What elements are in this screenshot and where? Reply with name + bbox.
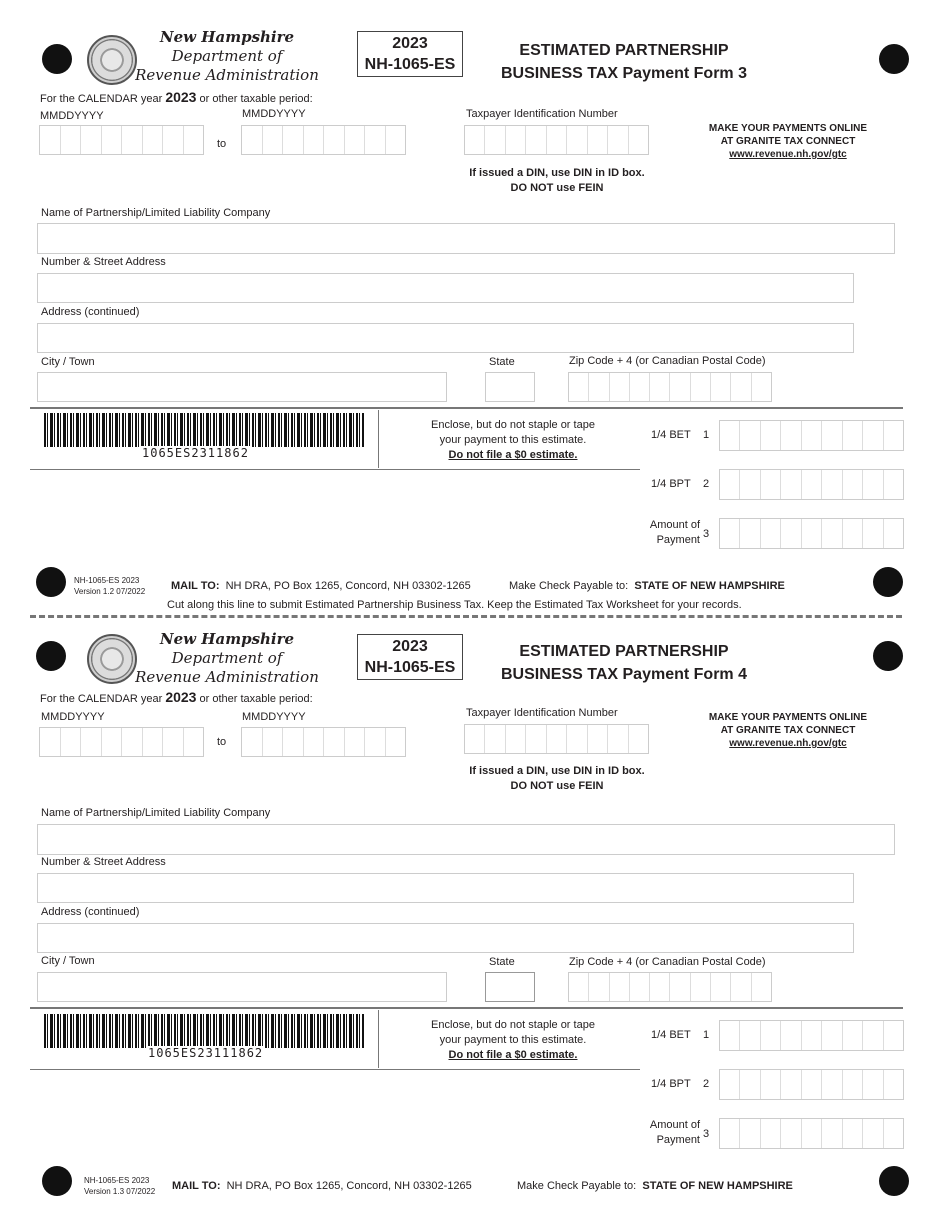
divider xyxy=(30,1069,640,1070)
form-code-box: 2023 NH-1065-ES xyxy=(357,31,463,77)
tin-field[interactable] xyxy=(464,724,649,754)
name-label: Name of Partnership/Limited Liability Company xyxy=(41,207,271,219)
street-label: Number & Street Address xyxy=(41,856,166,868)
bet-amount-field[interactable] xyxy=(719,1020,904,1051)
end-date-field[interactable] xyxy=(241,727,406,757)
check-payable: Make Check Payable to: STATE OF NEW HAMPSHIRE xyxy=(517,1180,793,1192)
calendar-year-label: For the CALENDAR year 2023 or other taxable period: xyxy=(40,689,313,705)
state-label: State xyxy=(489,356,515,368)
divider xyxy=(30,469,640,470)
registration-dot xyxy=(879,44,909,74)
divider xyxy=(378,1010,379,1068)
start-date-field[interactable] xyxy=(39,727,204,757)
form-title: ESTIMATED PARTNERSHIP BUSINESS TAX Payment Form 3 xyxy=(501,42,747,82)
form-version: NH-1065-ES 2023 Version 1.2 07/2022 xyxy=(74,576,146,596)
cut-instructions: Cut along this line to submit Estimated Partnership Business Tax. Keep the Estimated Tax Worksheet for your records. xyxy=(167,599,742,611)
bpt-label: 1/4 BPT 2 xyxy=(651,478,710,490)
divider xyxy=(378,410,379,468)
zip-field[interactable] xyxy=(568,372,772,402)
to-label: to xyxy=(217,138,227,150)
form-code-box: 2023 NH-1065-ES xyxy=(357,634,463,680)
form-title: ESTIMATED PARTNERSHIP BUSINESS TAX Payment Form 4 xyxy=(501,643,747,683)
registration-dot xyxy=(42,1166,72,1196)
payment-amount-field[interactable] xyxy=(719,518,904,549)
calendar-year-label: For the CALENDAR year 2023 or other taxable period: xyxy=(40,89,313,105)
street-address-field[interactable] xyxy=(37,273,854,303)
name-field[interactable] xyxy=(37,824,895,855)
online-payment-notice: MAKE YOUR PAYMENTS ONLINE AT GRANITE TAX CONNECT www.revenue.nh.gov/gtc xyxy=(693,711,883,750)
divider xyxy=(30,407,903,409)
cut-line xyxy=(30,615,902,618)
zip-label: Zip Code + 4 (or Canadian Postal Code) xyxy=(569,355,766,367)
barcode-number: 1065ES23111862 xyxy=(148,1046,264,1060)
tin-field[interactable] xyxy=(464,125,649,155)
registration-dot xyxy=(36,567,66,597)
din-instruction: If issued a DIN, use DIN in ID box. DO NOT use FEIN xyxy=(469,167,645,194)
start-date-field[interactable] xyxy=(39,125,204,155)
enclose-instructions: Enclose, but do not staple or tape your payment to this estimate. Do not file a $0 estimate. xyxy=(431,1019,595,1061)
state-field[interactable] xyxy=(485,972,535,1002)
address-cont-label: Address (continued) xyxy=(41,906,140,918)
mail-to: MAIL TO: NH DRA, PO Box 1265, Concord, NH 03302-1265 xyxy=(171,580,471,592)
street-label: Number & Street Address xyxy=(41,256,166,268)
zip-label: Zip Code + 4 (or Canadian Postal Code) xyxy=(569,956,766,968)
bpt-amount-field[interactable] xyxy=(719,1069,904,1100)
barcode-number: 1065ES2311862 xyxy=(142,446,249,460)
registration-dot xyxy=(42,44,72,74)
bet-amount-field[interactable] xyxy=(719,420,904,451)
bet-label: 1/4 BET 1 xyxy=(651,1029,710,1041)
tin-label: Taxpayer Identification Number xyxy=(466,707,618,719)
start-date-label: MMDDYYYY xyxy=(41,711,105,723)
start-date-label: MMDDYYYY xyxy=(40,110,104,122)
online-payment-link[interactable]: www.revenue.nh.gov/gtc xyxy=(729,738,847,749)
agency-name: New Hampshire Department of Revenue Administration xyxy=(135,28,319,84)
state-label: State xyxy=(489,956,515,968)
end-date-label: MMDDYYYY xyxy=(242,108,306,120)
mail-to: MAIL TO: NH DRA, PO Box 1265, Concord, NH 03302-1265 xyxy=(172,1180,472,1192)
enclose-instructions: Enclose, but do not staple or tape your payment to this estimate. Do not file a $0 estimate. xyxy=(431,419,595,461)
name-label: Name of Partnership/Limited Liability Company xyxy=(41,807,271,819)
registration-dot xyxy=(36,641,66,671)
to-label: to xyxy=(217,736,227,748)
agency-name: New Hampshire Department of Revenue Administration xyxy=(135,630,319,686)
bpt-amount-field[interactable] xyxy=(719,469,904,500)
barcode xyxy=(44,1014,364,1048)
online-payment-notice: MAKE YOUR PAYMENTS ONLINE AT GRANITE TAX CONNECT www.revenue.nh.gov/gtc xyxy=(693,122,883,161)
barcode xyxy=(44,413,364,447)
city-field[interactable] xyxy=(37,372,447,402)
zip-field[interactable] xyxy=(568,972,772,1002)
city-label: City / Town xyxy=(41,955,95,967)
address-cont-field[interactable] xyxy=(37,323,854,353)
end-date-label: MMDDYYYY xyxy=(242,711,306,723)
din-instruction: If issued a DIN, use DIN in ID box. DO NOT use FEIN xyxy=(469,765,645,792)
payment-amount-label: Amount of Payment xyxy=(649,1119,700,1146)
street-address-field[interactable] xyxy=(37,873,854,903)
online-payment-link[interactable]: www.revenue.nh.gov/gtc xyxy=(729,149,847,160)
tin-label: Taxpayer Identification Number xyxy=(466,108,618,120)
end-date-field[interactable] xyxy=(241,125,406,155)
registration-dot xyxy=(873,567,903,597)
address-cont-label: Address (continued) xyxy=(41,306,140,318)
bpt-label: 1/4 BPT 2 xyxy=(651,1078,710,1090)
registration-dot xyxy=(873,641,903,671)
city-field[interactable] xyxy=(37,972,447,1002)
payment-amount-field[interactable] xyxy=(719,1118,904,1149)
payment-amount-label: Amount of Payment xyxy=(649,519,700,546)
state-field[interactable] xyxy=(485,372,535,402)
divider xyxy=(30,1007,903,1009)
city-label: City / Town xyxy=(41,356,95,368)
amount-number: 3 xyxy=(703,528,710,540)
registration-dot xyxy=(879,1166,909,1196)
address-cont-field[interactable] xyxy=(37,923,854,953)
check-payable: Make Check Payable to: STATE OF NEW HAMPSHIRE xyxy=(509,580,785,592)
form-version: NH-1065-ES 2023 Version 1.3 07/2022 xyxy=(84,1176,156,1196)
amount-number: 3 xyxy=(703,1128,710,1140)
bet-label: 1/4 BET 1 xyxy=(651,429,710,441)
name-field[interactable] xyxy=(37,223,895,254)
